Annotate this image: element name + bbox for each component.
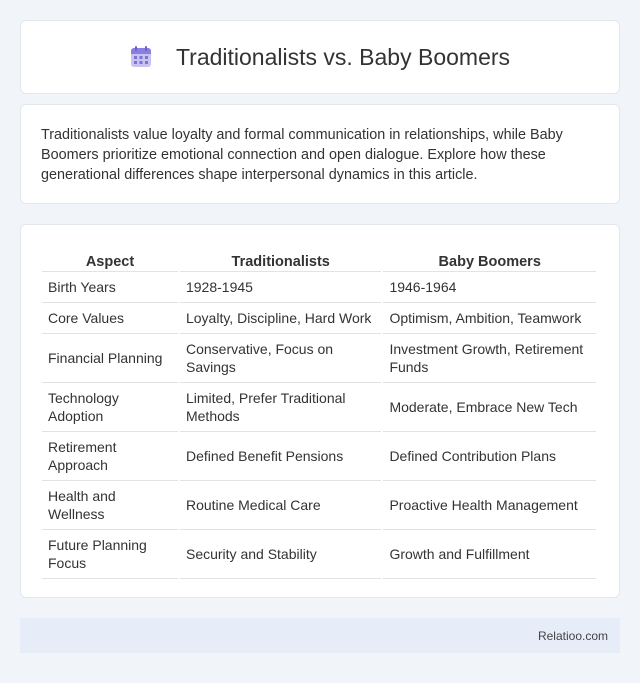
cell-baby-boomers: Moderate, Embrace New Tech — [383, 383, 596, 432]
cell-aspect: Technology Adoption — [42, 383, 178, 432]
table-row — [42, 334, 596, 383]
table-row — [42, 481, 596, 530]
cell-baby-boomers: Investment Growth, Retirement Funds — [383, 334, 596, 383]
comparison-card — [20, 224, 620, 598]
comparison-table — [40, 245, 598, 579]
intro-card — [20, 104, 620, 204]
table-row — [42, 272, 596, 303]
intro-paragraph: Traditionalists value loyalty and formal communication in relationships, while Baby Boomers prioritize emotional connection and open dialogue. Explore how these generational differences shape interpersonal dynamics in this article. — [41, 127, 563, 183]
cell-traditionalists: Routine Medical Care — [180, 481, 381, 530]
table-row — [42, 303, 596, 334]
header-aspect: Aspect — [42, 245, 178, 272]
cell-traditionalists: Defined Benefit Pensions — [180, 432, 381, 481]
page-title: Traditionalists vs. Baby Boomers — [175, 43, 511, 70]
cell-traditionalists: Conservative, Focus on Savings — [180, 334, 381, 383]
cell-traditionalists: 1928-1945 — [180, 272, 381, 303]
cell-aspect: Birth Years — [42, 272, 178, 303]
title-card — [20, 20, 620, 94]
table-row — [42, 530, 596, 579]
cell-traditionalists: Limited, Prefer Traditional Methods — [180, 383, 381, 432]
cell-baby-boomers: Optimism, Ambition, Teamwork — [383, 303, 596, 334]
cell-baby-boomers: Growth and Fulfillment — [383, 530, 596, 579]
footer-site-name: Relatioo.com — [537, 628, 608, 643]
cell-aspect: Future Planning Focus — [42, 530, 178, 579]
cell-aspect: Retirement Approach — [42, 432, 178, 481]
cell-aspect: Health and Wellness — [42, 481, 178, 530]
table-header-row — [42, 245, 596, 272]
table-row — [42, 432, 596, 481]
header-traditionalists: Traditionalists — [180, 245, 381, 272]
cell-traditionalists: Loyalty, Discipline, Hard Work — [180, 303, 381, 334]
cell-aspect: Core Values — [42, 303, 178, 334]
footer — [20, 618, 620, 653]
table-row — [42, 383, 596, 432]
cell-baby-boomers: Proactive Health Management — [383, 481, 596, 530]
header-baby-boomers: Baby Boomers — [383, 245, 596, 272]
cell-aspect: Financial Planning — [42, 334, 178, 383]
cell-baby-boomers: 1946-1964 — [383, 272, 596, 303]
cell-baby-boomers: Defined Contribution Plans — [383, 432, 596, 481]
cell-traditionalists: Security and Stability — [180, 530, 381, 579]
calendar-icon — [130, 46, 152, 68]
